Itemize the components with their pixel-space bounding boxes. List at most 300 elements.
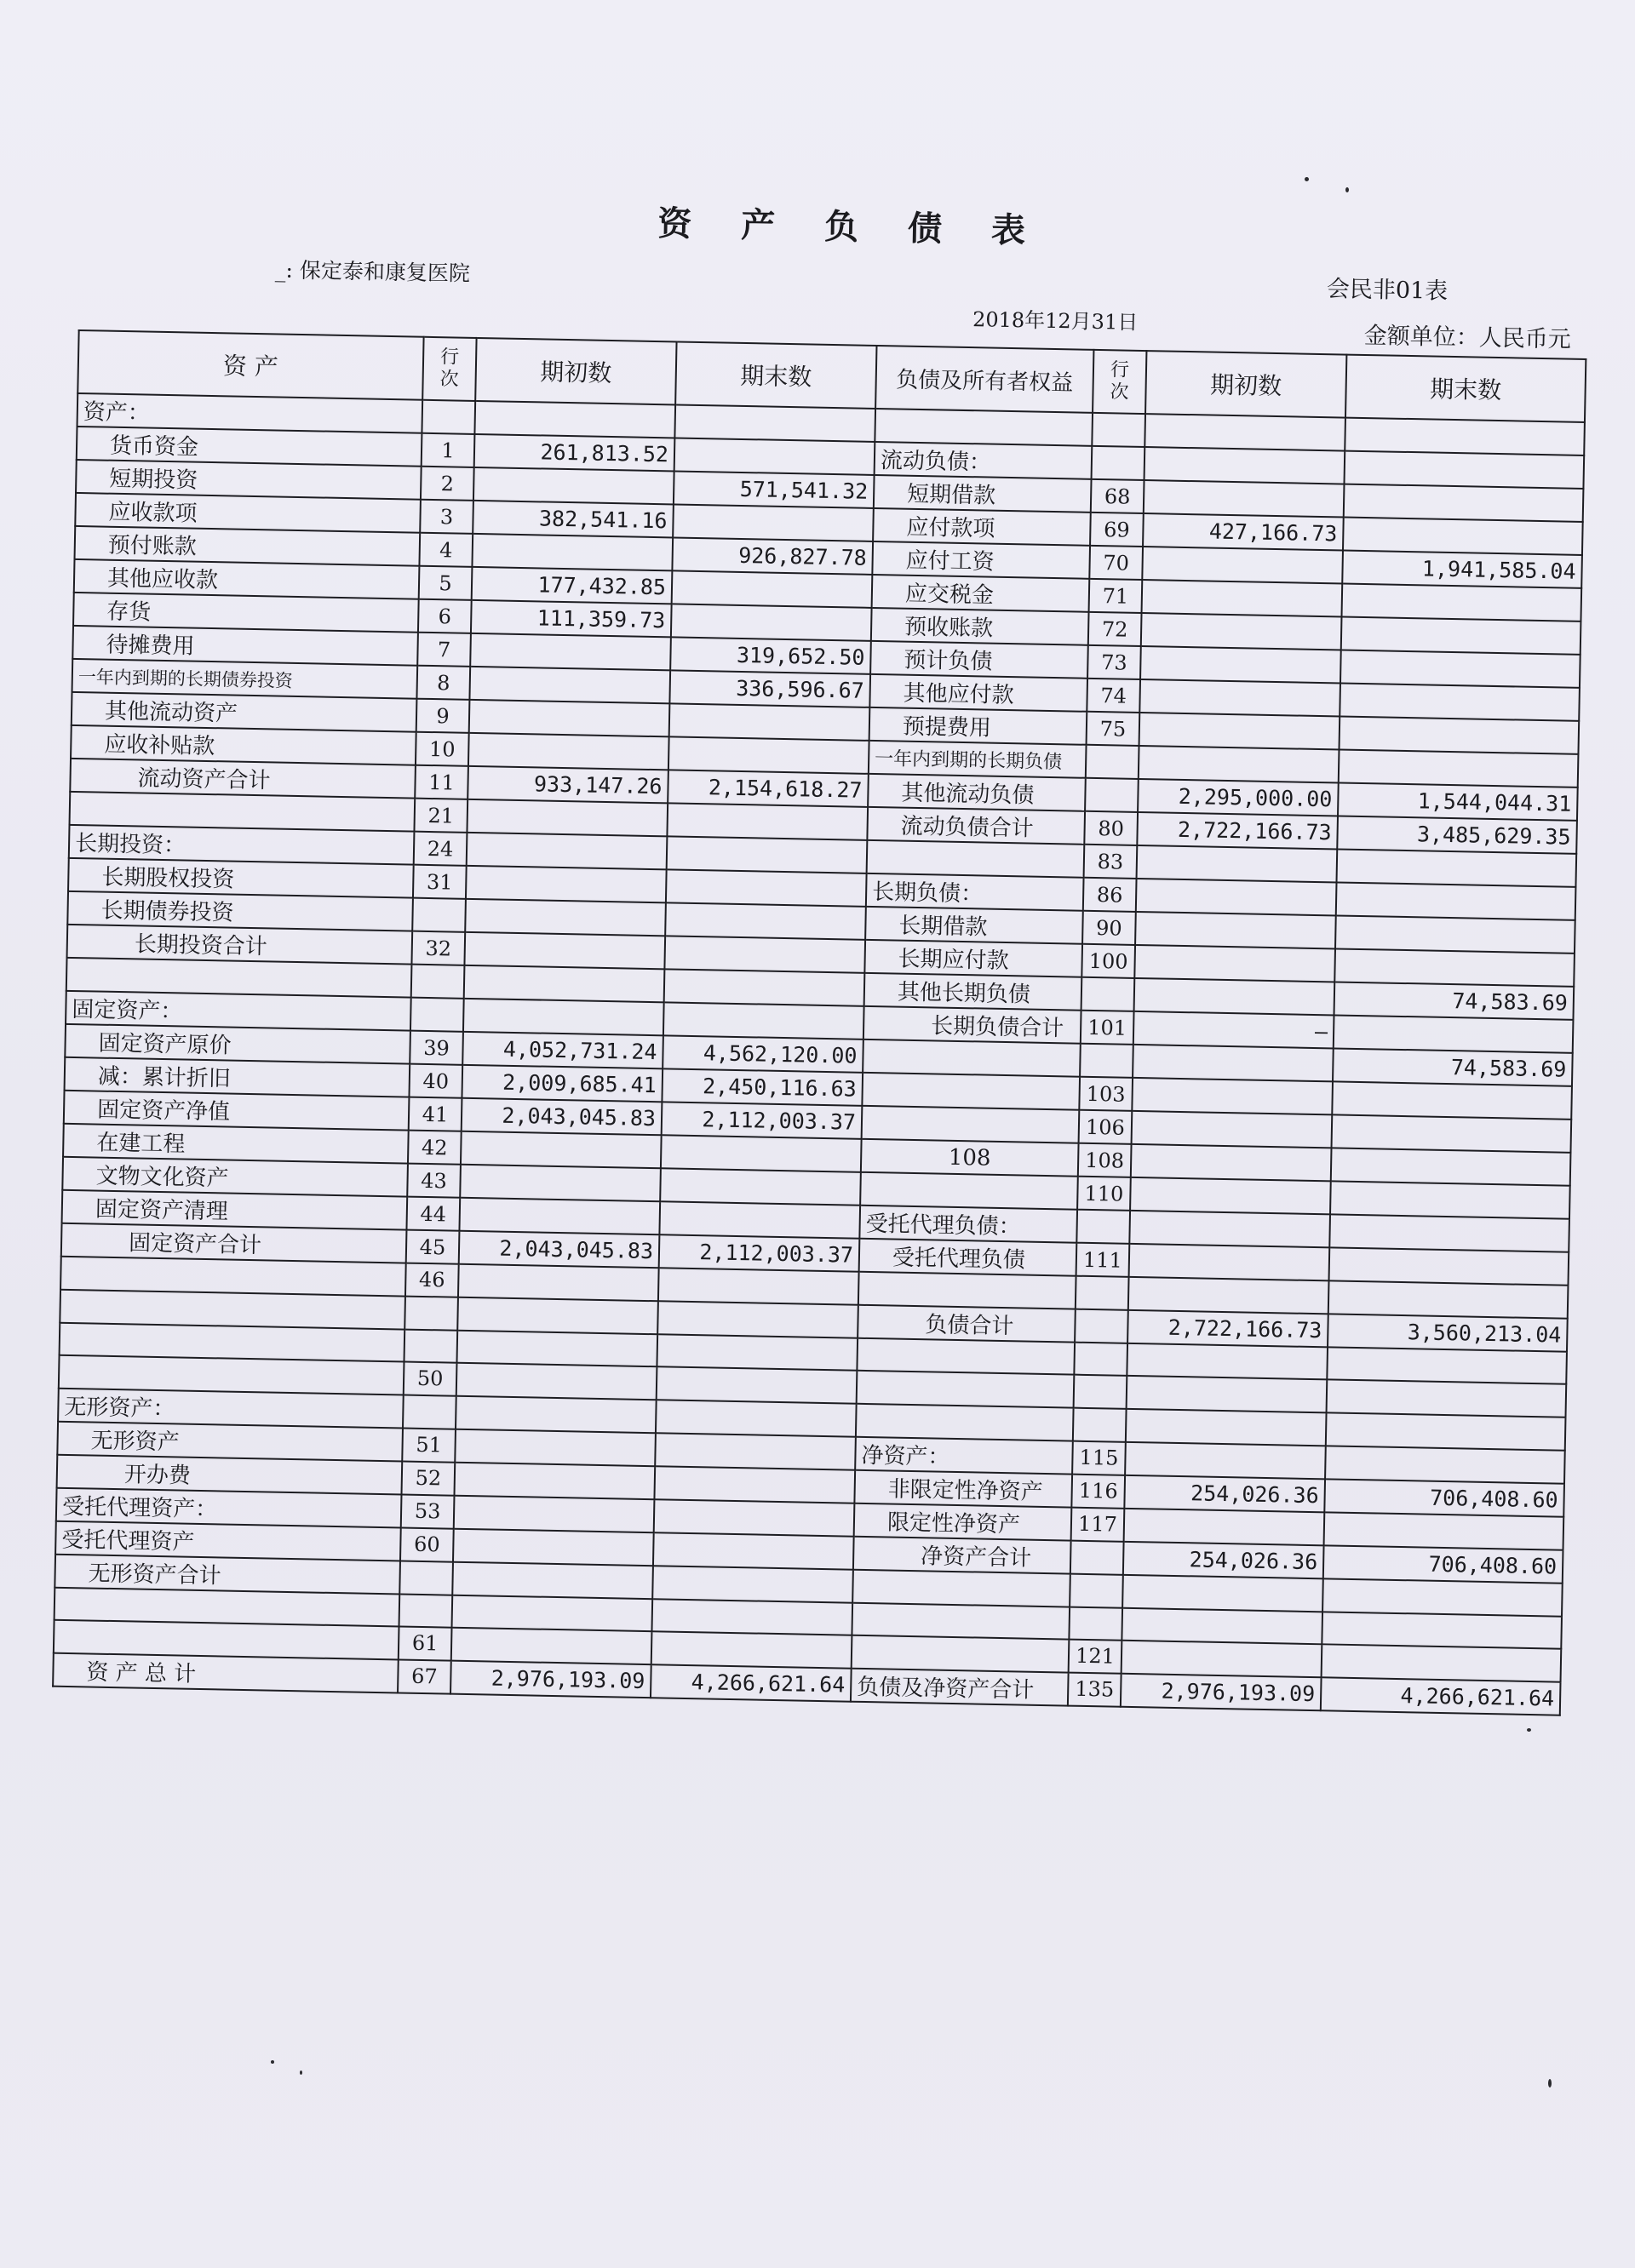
liability-begin-value [1122, 1641, 1322, 1677]
asset-begin-value [458, 1264, 659, 1301]
liability-begin-value [1134, 978, 1335, 1016]
asset-end-value [652, 1566, 853, 1603]
liability-begin-value [1142, 580, 1343, 617]
liability-line-no [1070, 1540, 1124, 1574]
liability-begin-value [1134, 945, 1335, 982]
asset-line-no: 52 [402, 1461, 456, 1495]
asset-end-value [651, 1599, 852, 1635]
asset-line-no [403, 1395, 456, 1429]
liability-end-value [1325, 1446, 1565, 1483]
asset-end-value [654, 1466, 855, 1503]
header-liabilities-equity: 负债及所有者权益 [875, 346, 1093, 413]
liability-begin-value: 254,026.36 [1123, 1541, 1324, 1578]
asset-begin-value [464, 932, 665, 970]
liability-line-no [1073, 1407, 1127, 1441]
liability-line-no: 115 [1072, 1440, 1126, 1475]
asset-label: 在建工程 [63, 1124, 409, 1164]
liability-label [860, 1172, 1078, 1210]
liability-begin-value: 2,295,000.00 [1138, 779, 1339, 816]
asset-end-value: 4,562,120.00 [663, 1035, 863, 1073]
asset-begin-value: 111,359.73 [471, 600, 672, 638]
asset-line-no: 61 [399, 1626, 452, 1660]
liability-end-value [1343, 518, 1583, 555]
liability-end-value [1322, 1578, 1563, 1616]
liability-label [863, 1040, 1081, 1077]
asset-end-value: 571,541.32 [674, 471, 875, 508]
liability-begin-value: 2,722,166.73 [1127, 1309, 1328, 1347]
asset-line-no: 3 [420, 500, 473, 534]
liability-end-value [1332, 1114, 1572, 1152]
asset-line-no: 50 [404, 1362, 457, 1396]
liability-label: 108 [861, 1139, 1079, 1177]
liability-end-value [1339, 716, 1579, 753]
asset-begin-value [464, 965, 665, 1003]
liability-end-value [1340, 650, 1580, 688]
liability-begin-value: – [1133, 1011, 1334, 1049]
asset-end-value [673, 504, 874, 541]
liability-end-value [1332, 1081, 1572, 1119]
liability-line-no: 116 [1071, 1474, 1125, 1508]
liability-label [852, 1635, 1070, 1672]
asset-begin-value [452, 1595, 653, 1631]
liability-label: 净资产： [855, 1436, 1073, 1474]
asset-begin-value: 261,813.52 [474, 434, 675, 472]
asset-label: 长期投资： [69, 825, 415, 865]
liability-begin-value [1126, 1408, 1327, 1446]
asset-end-value [659, 1201, 860, 1239]
liability-begin-value [1132, 1078, 1333, 1115]
asset-label: 其他流动资产 [72, 692, 417, 732]
currency-unit: 金额单位：人民币元 [1363, 322, 1572, 353]
liability-begin-value [1144, 480, 1345, 518]
liability-label: 短期借款 [874, 475, 1092, 513]
scan-speck [300, 2070, 302, 2075]
liability-line-no [1074, 1342, 1127, 1376]
asset-label: 固定资产清理 [62, 1190, 408, 1230]
liability-end-value: 706,408.60 [1323, 1545, 1563, 1583]
header-assets: 资 产 [77, 330, 423, 400]
liability-line-no: 80 [1084, 811, 1138, 845]
liability-begin-value [1139, 713, 1340, 750]
asset-end-value [671, 604, 872, 641]
asset-end-value [667, 836, 868, 873]
liability-label [862, 1073, 1080, 1110]
header-end-balance-2: 期末数 [1345, 355, 1586, 422]
form-code: 会民非01表 [1326, 276, 1449, 305]
liability-begin-value [1125, 1441, 1326, 1479]
asset-label: 无形资产： [58, 1388, 404, 1428]
asset-line-no [404, 1329, 457, 1363]
liability-label: 长期借款 [865, 907, 1083, 944]
liability-begin-value [1128, 1277, 1329, 1314]
asset-end-value [666, 869, 867, 907]
asset-end-value: 2,112,003.37 [662, 1102, 863, 1139]
asset-line-no [412, 898, 466, 932]
asset-line-no: 9 [416, 699, 470, 733]
asset-end-value [669, 703, 870, 741]
asset-line-no: 53 [401, 1494, 455, 1528]
scan-speck [1305, 177, 1309, 181]
liability-line-no [1081, 977, 1135, 1011]
asset-begin-value [467, 833, 668, 870]
liability-begin-value [1139, 746, 1340, 783]
liability-end-value [1322, 1644, 1562, 1681]
balance-sheet-document [52, 183, 1588, 1715]
liability-line-no [1075, 1309, 1128, 1343]
liability-begin-value [1139, 679, 1340, 717]
liability-end-value: 1,941,585.04 [1342, 551, 1582, 588]
liability-label: 流动负债： [875, 442, 1093, 479]
asset-end-value: 2,112,003.37 [659, 1234, 860, 1272]
asset-end-value: 2,450,116.63 [662, 1068, 863, 1106]
liability-line-no: 135 [1068, 1672, 1122, 1706]
liability-label: 负债及净资产合计 [851, 1668, 1069, 1705]
asset-end-value: 2,154,618.27 [668, 770, 869, 807]
liability-label: 非限定性净资产 [854, 1469, 1072, 1507]
liability-begin-value [1141, 613, 1342, 650]
liability-label [875, 409, 1093, 446]
asset-begin-value [470, 633, 671, 671]
liability-begin-value [1131, 1144, 1332, 1182]
asset-line-no [411, 965, 465, 999]
liability-end-value [1337, 849, 1577, 886]
asset-line-no: 8 [416, 666, 470, 700]
liability-end-value [1328, 1280, 1569, 1318]
liability-line-no: 111 [1076, 1243, 1130, 1277]
liability-label: 应付款项 [873, 508, 1091, 546]
asset-end-value: 4,266,621.64 [651, 1664, 852, 1702]
table-body [53, 393, 1585, 1715]
liability-end-value: 3,560,213.04 [1328, 1314, 1568, 1351]
asset-begin-value [465, 899, 666, 936]
asset-begin-value [457, 1297, 658, 1334]
asset-begin-value [469, 700, 670, 737]
liability-line-no: 83 [1084, 845, 1138, 879]
asset-line-no: 7 [417, 633, 471, 667]
liability-end-value: 706,408.60 [1324, 1479, 1564, 1516]
scan-speck [1527, 1728, 1531, 1732]
liability-end-value: 74,583.69 [1334, 982, 1575, 1019]
liability-begin-value [1122, 1574, 1323, 1612]
asset-line-no: 46 [405, 1263, 459, 1297]
asset-begin-value [453, 1528, 654, 1566]
asset-label: 减：累计折旧 [65, 1057, 410, 1097]
asset-line-no: 11 [415, 765, 468, 799]
liability-label: 其他流动负债 [868, 774, 1086, 811]
liability-begin-value [1130, 1177, 1331, 1215]
balance-sheet-table [52, 329, 1586, 1715]
liability-begin-value [1129, 1211, 1330, 1248]
liability-end-value [1330, 1181, 1570, 1218]
asset-begin-value: 382,541.16 [473, 501, 674, 538]
asset-begin-value [454, 1462, 655, 1499]
liability-end-value [1341, 584, 1581, 621]
liability-label [857, 1337, 1075, 1374]
asset-begin-value: 2,043,045.83 [462, 1098, 663, 1136]
liability-line-no [1092, 446, 1145, 480]
liability-end-value [1335, 915, 1575, 953]
liability-label: 长期负债合计 [863, 1006, 1081, 1044]
liability-end-value [1326, 1412, 1566, 1450]
liability-label [857, 1371, 1075, 1407]
asset-end-value: 336,596.67 [669, 670, 870, 707]
liability-begin-value [1124, 1508, 1325, 1545]
asset-begin-value [474, 401, 675, 438]
asset-end-value [660, 1168, 861, 1206]
asset-label: 其他应收款 [74, 559, 420, 599]
asset-end-value [657, 1366, 858, 1403]
asset-end-value [674, 438, 875, 475]
liability-line-no [1076, 1210, 1130, 1244]
liability-end-value [1334, 1015, 1574, 1052]
asset-begin-value [467, 799, 668, 837]
liability-end-value [1339, 749, 1579, 787]
asset-end-value [664, 969, 865, 1006]
asset-label: 流动资产合计 [70, 759, 416, 799]
asset-label: 固定资产： [66, 991, 411, 1031]
asset-end-value [656, 1400, 857, 1437]
asset-begin-value [454, 1495, 655, 1532]
asset-label: 受托代理资产 [55, 1521, 401, 1561]
asset-line-no [399, 1561, 453, 1595]
asset-label: 开办费 [57, 1454, 403, 1494]
liability-line-no [1070, 1573, 1123, 1607]
liability-line-no [1085, 778, 1139, 812]
asset-line-no: 44 [406, 1197, 460, 1231]
liability-label: 预收账款 [871, 608, 1089, 645]
liability-end-value [1345, 418, 1585, 455]
liability-line-no: 103 [1079, 1077, 1133, 1111]
liability-line-no: 108 [1078, 1143, 1132, 1177]
asset-end-value [657, 1334, 858, 1371]
liability-label: 应付工资 [872, 541, 1090, 579]
liability-label: 其他长期负债 [864, 973, 1082, 1011]
asset-line-no: 6 [418, 599, 472, 633]
asset-label: 长期股权投资 [68, 858, 414, 898]
liability-end-value: 4,266,621.64 [1321, 1677, 1561, 1715]
liability-begin-value [1144, 447, 1345, 484]
liability-end-value [1324, 1512, 1564, 1549]
scan-speck [1345, 187, 1349, 192]
asset-line-no: 42 [408, 1131, 462, 1165]
asset-line-no: 32 [411, 931, 465, 965]
asset-begin-value [452, 1561, 653, 1599]
header-line-no: 行次 [422, 337, 476, 401]
asset-begin-value [460, 1165, 661, 1202]
asset-end-value [655, 1433, 856, 1470]
asset-begin-value [459, 1198, 660, 1235]
liability-begin-value: 2,722,166.73 [1137, 812, 1338, 850]
liability-end-value: 3,485,629.35 [1337, 816, 1577, 853]
liability-line-no: 68 [1091, 479, 1144, 513]
asset-end-value [654, 1499, 855, 1537]
asset-begin-value [466, 866, 667, 903]
liability-label: 预计负债 [870, 641, 1088, 679]
asset-line-no [422, 400, 475, 434]
asset-end-value [651, 1631, 852, 1668]
liability-end-value [1327, 1347, 1567, 1384]
liability-begin-value [1127, 1376, 1328, 1412]
liability-begin-value [1132, 1111, 1333, 1148]
asset-label: 短期投资 [76, 460, 422, 500]
asset-label: 货币资金 [77, 427, 422, 467]
asset-line-no: 1 [422, 433, 475, 467]
liability-end-value [1344, 451, 1584, 489]
liability-line-no: 70 [1089, 546, 1143, 580]
asset-begin-value [456, 1330, 657, 1366]
liability-begin-value [1142, 547, 1343, 584]
asset-line-no [410, 998, 464, 1032]
asset-begin-value [468, 733, 669, 770]
asset-begin-value: 933,147.26 [468, 766, 668, 804]
asset-begin-value [456, 1395, 657, 1433]
liability-line-no [1074, 1375, 1127, 1409]
asset-begin-value [456, 1363, 657, 1400]
asset-end-value [664, 936, 865, 973]
scan-speck [1548, 2079, 1552, 2088]
asset-line-no: 31 [413, 865, 467, 899]
liability-begin-value [1136, 879, 1337, 916]
liability-line-no: 117 [1071, 1507, 1125, 1541]
asset-label: 无形资产 [57, 1421, 403, 1461]
liability-label: 限定性净资产 [854, 1503, 1072, 1540]
liability-line-no: 100 [1081, 944, 1135, 978]
asset-begin-value [461, 1131, 662, 1169]
liability-label: 其他应付款 [869, 674, 1087, 712]
liability-end-value [1341, 617, 1581, 655]
liability-end-value [1344, 484, 1584, 522]
liability-label: 预提费用 [869, 707, 1087, 745]
liability-begin-value [1127, 1343, 1328, 1379]
asset-line-no: 10 [416, 732, 469, 766]
liability-end-value: 1,544,044.31 [1338, 782, 1578, 820]
liability-label: 长期应付款 [864, 940, 1082, 977]
liability-end-value [1331, 1148, 1571, 1185]
asset-label: 文物文化资产 [62, 1157, 408, 1197]
asset-line-no [399, 1594, 453, 1628]
asset-end-value: 319,652.50 [670, 637, 871, 674]
asset-end-value [668, 736, 869, 774]
liability-line-no: 73 [1087, 645, 1141, 679]
liability-begin-value: 2,976,193.09 [1121, 1673, 1322, 1710]
asset-label: 待摊费用 [72, 626, 418, 666]
liability-line-no [1076, 1276, 1129, 1310]
liability-label: 净资产合计 [853, 1536, 1071, 1573]
liability-label [856, 1403, 1074, 1440]
asset-label: 固定资产净值 [64, 1091, 410, 1131]
asset-end-value [667, 803, 868, 840]
liability-label [852, 1602, 1070, 1639]
liability-end-value [1329, 1247, 1569, 1285]
header-begin-balance: 期初数 [475, 338, 676, 404]
liability-label: 应交税金 [872, 575, 1090, 612]
liability-label [852, 1569, 1070, 1606]
header-line-no-2: 行次 [1093, 350, 1146, 414]
asset-begin-value [473, 467, 674, 505]
asset-label: 固定资产合计 [61, 1223, 407, 1263]
liability-end-value [1340, 684, 1580, 721]
liability-label: 一年内到期的长期负债 [869, 741, 1087, 778]
asset-line-no: 60 [400, 1527, 454, 1561]
asset-line-no: 40 [409, 1064, 462, 1098]
asset-label: 无形资产合计 [54, 1554, 400, 1594]
liability-label: 长期负债： [866, 873, 1084, 911]
asset-end-value [653, 1532, 854, 1570]
asset-line-no: 67 [398, 1659, 451, 1693]
asset-line-no: 4 [419, 533, 473, 567]
liability-end-value [1327, 1379, 1567, 1417]
liability-label: 流动负债合计 [867, 807, 1085, 845]
header-begin-balance-2: 期初数 [1145, 351, 1346, 417]
liability-label: 负债合计 [858, 1304, 1076, 1342]
liability-begin-value: 427,166.73 [1143, 513, 1344, 551]
liability-end-value: 74,583.69 [1333, 1048, 1573, 1085]
document-title: 资 产 负 债 表 [657, 203, 1045, 251]
liability-label: 受托代理负债： [859, 1206, 1077, 1243]
asset-label: 固定资产原价 [65, 1024, 410, 1064]
liability-begin-value [1137, 845, 1338, 883]
liability-line-no [1086, 745, 1139, 779]
asset-begin-value: 2,043,045.83 [459, 1231, 660, 1269]
liability-begin-value [1135, 912, 1336, 949]
liability-end-value [1334, 948, 1575, 986]
asset-end-value [661, 1135, 862, 1172]
liability-line-no: 69 [1090, 513, 1144, 547]
asset-begin-value: 177,432.85 [472, 567, 673, 604]
asset-end-value [665, 902, 866, 940]
liability-begin-value [1133, 1045, 1334, 1082]
liability-line-no: 71 [1089, 579, 1143, 613]
asset-label: 资 产 总 计 [53, 1652, 399, 1692]
asset-label: 存货 [73, 593, 419, 633]
asset-line-no: 39 [410, 1031, 463, 1065]
liability-line-no: 90 [1082, 911, 1136, 945]
asset-label: 长期债券投资 [67, 891, 413, 931]
asset-label: 应收款项 [75, 493, 421, 533]
asset-begin-value: 2,976,193.09 [450, 1660, 651, 1698]
asset-end-value [663, 1002, 864, 1040]
liability-label [858, 1272, 1076, 1309]
asset-begin-value [455, 1429, 656, 1466]
asset-label: 预付账款 [75, 526, 421, 566]
liability-line-no: 75 [1087, 712, 1140, 746]
asset-line-no: 45 [406, 1230, 460, 1264]
asset-begin-value: 4,052,731.24 [462, 1032, 663, 1069]
asset-line-no: 51 [402, 1428, 456, 1462]
liability-end-value [1329, 1214, 1569, 1251]
header-end-balance: 期末数 [675, 341, 876, 408]
liability-line-no: 101 [1081, 1011, 1134, 1045]
scan-speck [271, 2060, 274, 2064]
asset-end-value: 926,827.78 [672, 537, 873, 575]
liability-begin-value: 254,026.36 [1124, 1475, 1325, 1512]
liability-line-no [1092, 413, 1145, 447]
liability-end-value [1322, 1612, 1562, 1649]
asset-end-value [657, 1301, 858, 1338]
asset-end-value [658, 1268, 859, 1304]
asset-label: 资产： [77, 393, 423, 433]
organization-name: _: 保定泰和康复医院 [274, 257, 471, 286]
asset-begin-value [469, 667, 670, 704]
liability-line-no: 86 [1083, 878, 1137, 912]
asset-label: 应收补贴款 [71, 725, 416, 765]
asset-label: 一年内到期的长期债券投资 [72, 659, 418, 699]
asset-line-no: 2 [421, 467, 474, 501]
asset-label: 长期投资合计 [67, 925, 413, 965]
report-date: 2018年12月31日 [972, 307, 1139, 335]
liability-line-no: 106 [1079, 1110, 1133, 1144]
asset-label: 受托代理资产： [56, 1487, 402, 1527]
